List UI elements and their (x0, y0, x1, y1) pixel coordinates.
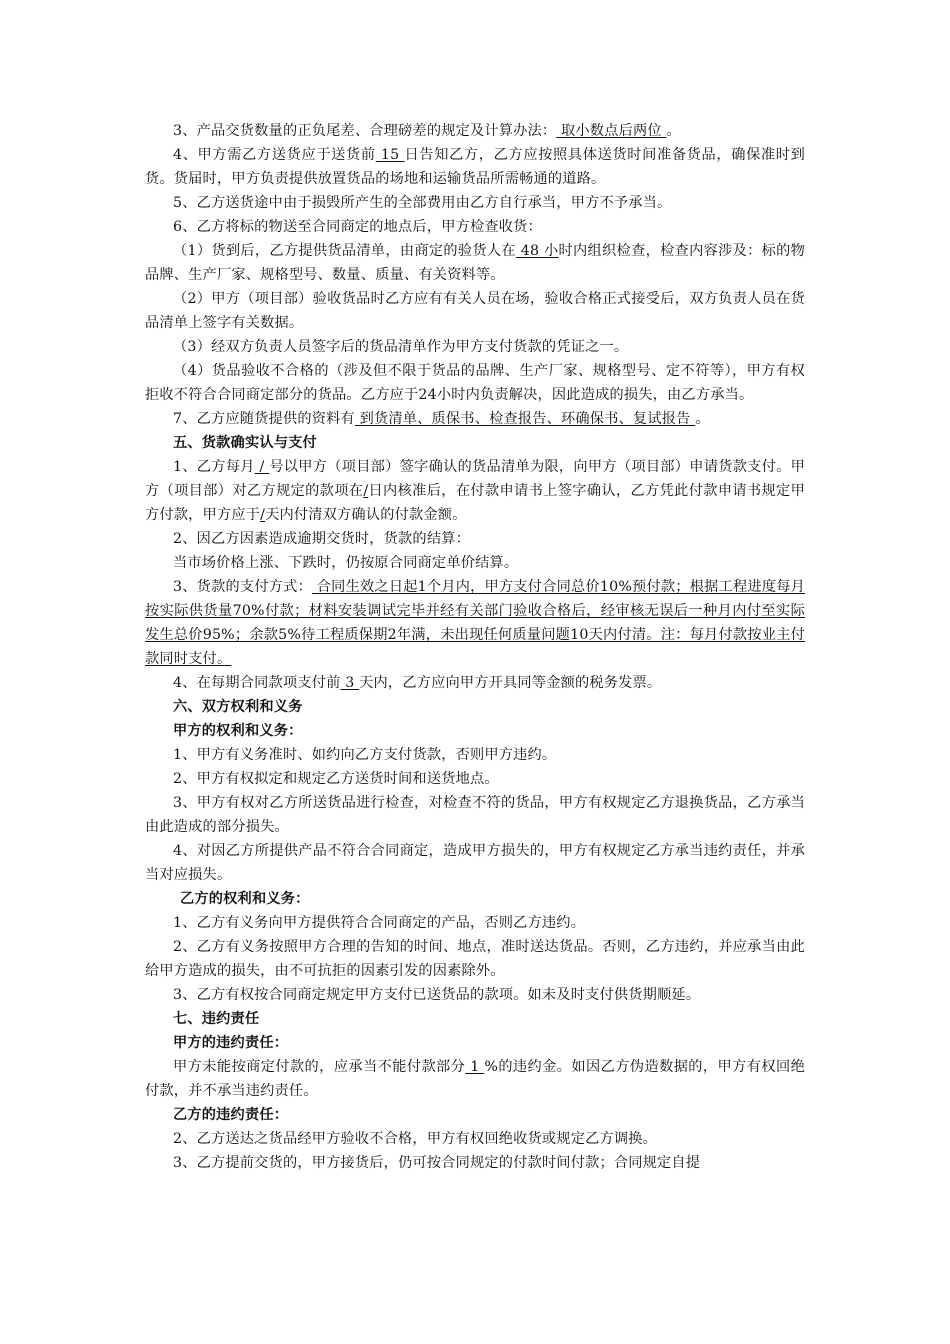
text: 4、在每期合同款项支付前 (173, 675, 341, 691)
text: 天内付清双方确认的付款金额。 (265, 507, 467, 523)
text: 4、甲方需乙方送货应于送货前 (173, 147, 376, 163)
underlined-blank: 1 (465, 1059, 485, 1075)
section-heading: 六、双方权利和义务 (173, 699, 303, 715)
underlined-blank: 到货清单、质保书、检查报告、环确保书、复试报告 (354, 411, 696, 427)
text: 日内核准后，在付款申请书上签字确认，乙方凭此付款申请书规定甲方付款，甲方应于 (145, 483, 805, 523)
paragraph (145, 143, 805, 191)
paragraph: （4）货品验收不合格的（涉及但不限于货品的品牌、生产厂家、规格型号、定不符等），甲方有权拒收不符合合同商定部分的货品。乙方应于24小时内负责解决，因此造成的损失，由乙方承当。 (145, 363, 805, 403)
paragraph: 当市场价格上涨、下跌时，仍按原合同商定单价结算。 (173, 555, 519, 571)
text: 天内，乙方应向甲方开具同等金额的税务发票。 (359, 675, 662, 691)
paragraph (145, 119, 805, 143)
underlined-blank: / (260, 507, 266, 523)
paragraph: 6、乙方将标的物送至合同商定的地点后，甲方检查收货： (173, 219, 542, 235)
paragraph: 1、甲方有义务准时、如约向乙方支付货款，否则甲方违约。 (173, 747, 557, 763)
underlined-blank: 15 (375, 147, 405, 163)
paragraph: （3）经双方负责人员签字后的货品清单作为甲方支付货款的凭证之一。 (173, 339, 629, 355)
paragraph (145, 1055, 805, 1103)
text: 3、货款的支付方式： (173, 579, 312, 595)
text: 1、乙方每月 (173, 459, 255, 475)
section-heading: 七、违约责任 (173, 1011, 260, 1027)
underlined-blank: 48 小 (515, 243, 559, 259)
text: %的违约金。如因乙方伪造数据的，甲方有权回绝付款，并不承当违约责任。 (145, 1059, 805, 1099)
paragraph (145, 575, 805, 671)
paragraph: 3、乙方有权按合同商定规定甲方支付已送货品的款项。如未及时支付供货期顺延。 (173, 987, 701, 1003)
underlined-blank: 取小数点后两位 (556, 123, 667, 139)
paragraph (145, 671, 805, 695)
document-body (145, 119, 805, 1175)
text: 号以甲方（项目部）签字确认的货品清单为限，向甲方（项目部）申请货款支付。甲方（项目部）对乙方规定的款项在 (145, 459, 806, 499)
subsection-heading: 乙方的违约责任： (173, 1107, 289, 1123)
paragraph: 2、因乙方因素造成逾期交货时，货款的结算： (173, 531, 470, 547)
section-heading: 五、货款确实认与支付 (173, 435, 317, 451)
text: 7、乙方应随货提供的资料有 (173, 411, 355, 427)
underlined-blank: 3 (340, 675, 360, 691)
text: 日告知乙方，乙方应按照具体送货时间准备货品，确保准时到货。货届时，甲方负责提供放置货品的场地和运输货品所需畅通的道路。 (145, 147, 805, 187)
text: 。 (666, 123, 681, 139)
subsection-heading: 甲方的权利和义务： (173, 723, 303, 739)
paragraph: 2、甲方有权拟定和规定乙方送货时间和送货地点。 (173, 771, 499, 787)
paragraph: 3、乙方提前交货的，甲方接货后，仍可按合同规定的付款时间付款；合同规定自提 (173, 1155, 701, 1171)
text: 时内组织检查，检查内容涉及：标的物品牌、生产厂家、规格型号、数量、质量、有关资料等。 (145, 243, 805, 283)
paragraph (145, 407, 805, 431)
text: 甲方未能按商定付款的，应承当不能付款部分 (173, 1059, 466, 1075)
paragraph: （2）甲方（项目部）验收货品时乙方应有有关人员在场，验收合格正式接受后，双方负责人员在货品清单上签字有关数据。 (145, 291, 805, 331)
paragraph: 3、甲方有权对乙方所送货品进行检查，对检查不符的货品，甲方有权规定乙方退换货品，乙方承当由此造成的部分损失。 (145, 795, 805, 835)
underlined-payment-terms: 合同生效之日起1个月内，甲方支付合同总价10%预付款；根据工程进度每月按实际供货量70%付款；材料安装调试完毕并经有关部门验收合格后，经审核无误后一种月内付至实际发生总价95%；余款5%待工程质保期2年满，未出现任何质量问题10天内付清。注：每月付款按业主付款同时支付。 (145, 579, 805, 667)
paragraph: 1、乙方有义务向甲方提供符合合同商定的产品，否则乙方违约。 (173, 915, 586, 931)
paragraph (145, 239, 805, 287)
paragraph: 4、对因乙方所提供产品不符合合同商定，造成甲方损失的，甲方有权规定乙方承当违约责任，并承当对应损失。 (145, 843, 805, 883)
text: 。 (695, 411, 710, 427)
subsection-heading: 甲方的违约责任： (173, 1035, 289, 1051)
paragraph: 5、乙方送货途中由于损毁所产生的全部费用由乙方自行承当，甲方不予承当。 (173, 195, 672, 211)
paragraph: 2、乙方有义务按照甲方合理的告知的时间、地点，准时送达货品。否则，乙方违约，并应承当由此给甲方造成的损失，由不可抗拒的因素引发的因素除外。 (145, 939, 805, 979)
underlined-blank: / (363, 483, 369, 499)
paragraph: 2、乙方送达之货品经甲方验收不合格，甲方有权回绝收货或规定乙方调换。 (173, 1131, 658, 1147)
subsection-heading: 乙方的权利和义务： (180, 891, 310, 907)
underlined-blank: / (254, 459, 270, 475)
text: （1）货到后，乙方提供货品清单，由商定的验货人在 (173, 243, 516, 259)
paragraph (145, 455, 805, 527)
text: 3、产品交货数量的正负尾差、合理磅差的规定及计算办法： (173, 123, 557, 139)
